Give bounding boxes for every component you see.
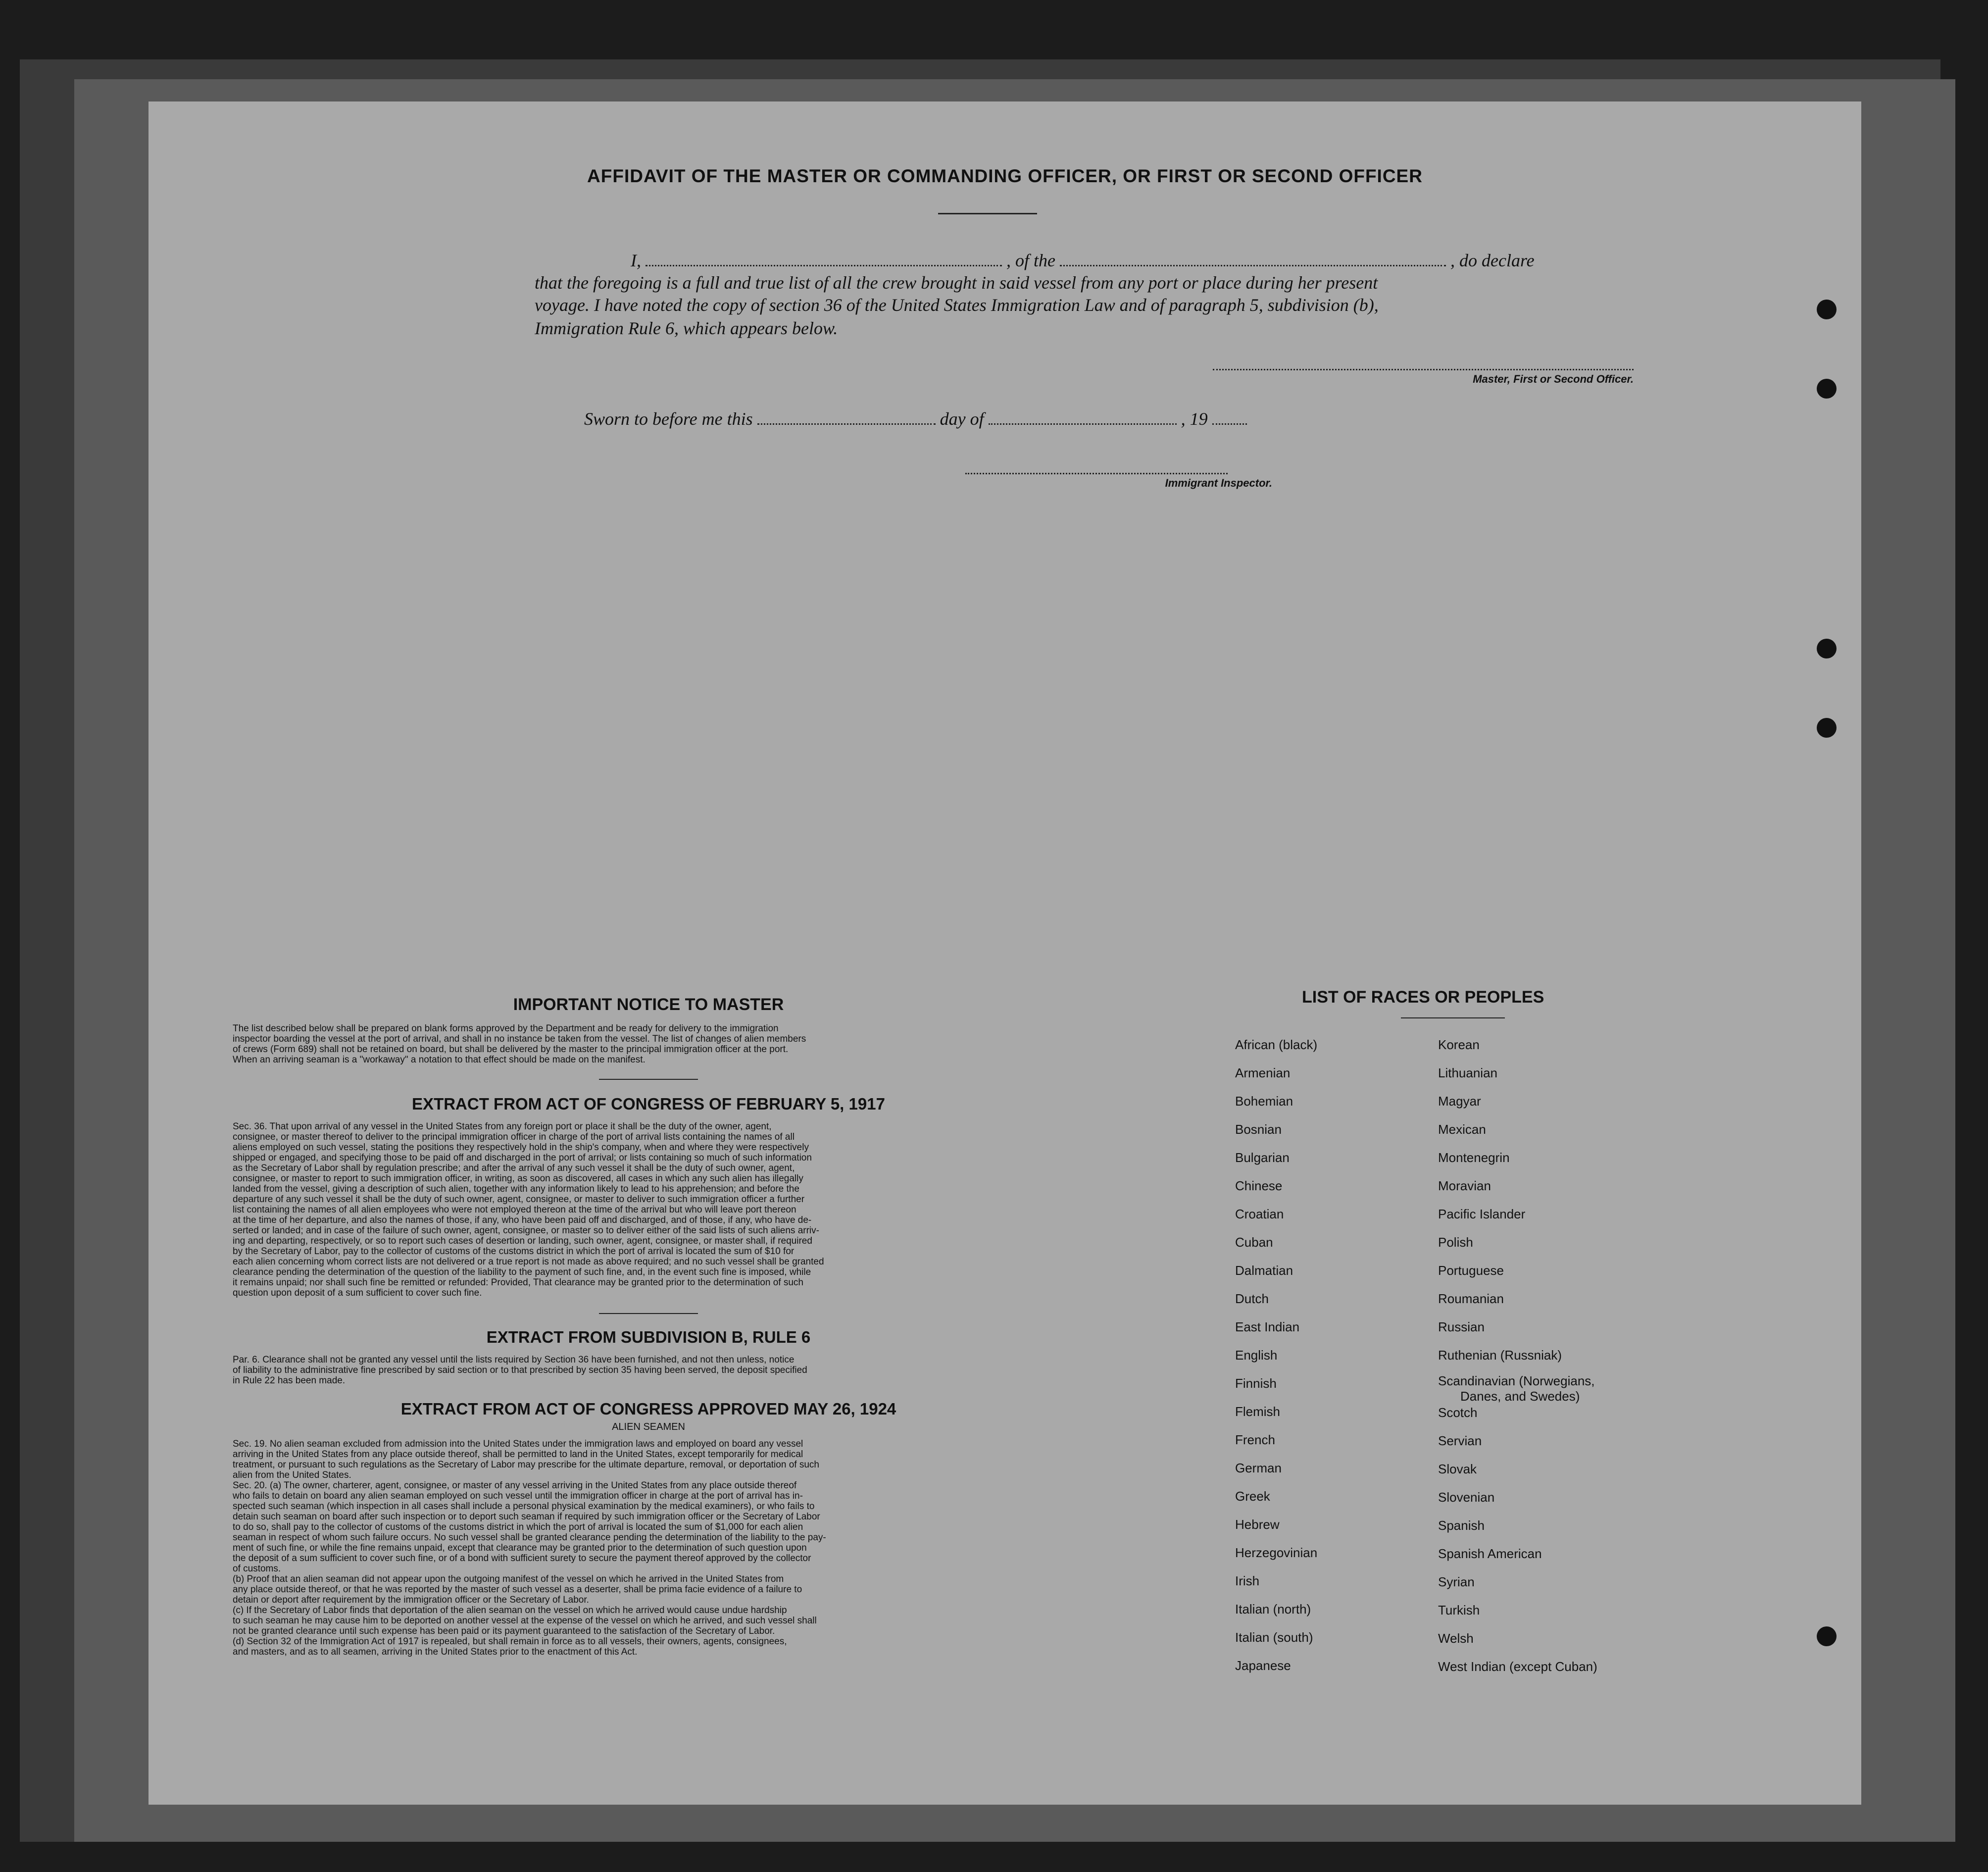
binder-hole [1817, 379, 1837, 399]
extract-1924-line: detain or deport after requirement by the immigration officer or the Secretary of Labor. [233, 1595, 589, 1605]
race-item: Turkish [1438, 1603, 1480, 1618]
binder-hole [1817, 639, 1837, 658]
extract-1917-line: consignee, or master to report to such immigration officer, in writing, as soon as discovered, all cases in which any such alien has illegally [233, 1173, 803, 1184]
extract-1924-title: EXTRACT FROM ACT OF CONGRESS APPROVED MAY 26, 1924 [400, 1400, 896, 1418]
extract-1924-line: the deposit of a sum sufficient to cover such fine, or of a bond with sufficient surety to secure the payment thereof approved by the collector [233, 1553, 811, 1564]
race-item: Ruthenian (Russniak) [1438, 1348, 1562, 1363]
affidavit-title: AFFIDAVIT OF THE MASTER OR COMMANDING OFFICER, OR FIRST OR SECOND OFFICER [587, 166, 1423, 186]
rule6-line: in Rule 22 has been made. [233, 1375, 346, 1386]
race-item: Bulgarian [1235, 1150, 1290, 1165]
extract-1924-body [233, 1439, 1064, 1657]
extract-1917-line: list containing the names of all alien employees who were not employed thereon at the time of the arrival but who will leave port thereon [233, 1205, 796, 1215]
notice-line: of crews (Form 689) shall not be retained on board, but shall be delivered by the master to the principal immigration officer at the port. [233, 1044, 789, 1055]
race-item: Polish [1438, 1235, 1473, 1250]
race-item: Portuguese [1438, 1263, 1504, 1278]
race-item: West Indian (except Cuban) [1438, 1659, 1597, 1674]
sworn-text: Sworn to before me this [584, 409, 753, 429]
race-item: Greek [1235, 1489, 1270, 1504]
extract-1917-line: by the Secretary of Labor, pay to the collector of customs of the customs district in which the port of arrival is located the sum of $10 for [233, 1246, 795, 1257]
extract-1917-line: clearance pending the determination of the question of the liability to the payment of such fine, and, in the event such fine is imposed, while [233, 1267, 811, 1277]
binder-hole [1817, 1626, 1837, 1646]
extract-1924-line: of customs. [233, 1564, 281, 1574]
race-item: Irish [1235, 1573, 1260, 1588]
race-item: Scotch [1438, 1405, 1478, 1420]
race-item: African (black) [1235, 1037, 1318, 1052]
binder-hole [1817, 300, 1837, 319]
extract-1924-line: detain such seaman on board after such inspection or to deport such seaman if required by such immigration officer or the Secretary of Labor [233, 1512, 820, 1522]
extract-1924-line: alien from the United States. [233, 1470, 351, 1480]
race-item: Roumanian [1438, 1291, 1504, 1306]
rule6-line: Par. 6. Clearance shall not be granted any vessel until the lists required by Section 36 have been furnished, and not then unless, notice [233, 1355, 795, 1365]
rule6-title: EXTRACT FROM SUBDIVISION B, RULE 6 [486, 1328, 811, 1346]
race-item: English [1235, 1348, 1278, 1363]
extract-1924-line: ment of such fine, or while the fine remains unpaid, except that clearance may be granted prior to the determination of such question upon [233, 1543, 807, 1553]
extract-1924-line: seaman in respect of whom such failure occurs. No such vessel shall be granted clearance pending the determination of the liability to the pay- [233, 1532, 826, 1543]
race-item: Spanish [1438, 1518, 1485, 1533]
race-item-continuation: Danes, and Swedes) [1460, 1389, 1580, 1404]
extract-1917-line: Sec. 36. That upon arrival of any vessel in the United States from any foreign port or place it shall be the duty of the owner, agent, [233, 1121, 772, 1132]
races-title: LIST OF RACES OR PEOPLES [1302, 988, 1544, 1007]
master-signature-label: Master, First or Second Officer. [1473, 373, 1634, 385]
title-divider [938, 213, 1037, 214]
race-item: Hebrew [1235, 1517, 1280, 1532]
declaration-line-4: Immigration Rule 6, which appears below. [535, 318, 838, 338]
race-item: Lithuanian [1438, 1065, 1497, 1080]
race-item: Italian (north) [1235, 1602, 1311, 1617]
race-item: Chinese [1235, 1178, 1283, 1193]
race-item: Flemish [1235, 1404, 1281, 1419]
extract-1924-line: (b) Proof that an alien seaman did not appear upon the outgoing manifest of the vessel on which he arrived in the United States from [233, 1574, 784, 1584]
race-item: Bohemian [1235, 1094, 1293, 1109]
day-of-text: day of [940, 409, 984, 429]
declaration-of-the-text: , of the [1006, 251, 1055, 270]
extract-1924-line: to do so, shall pay to the collector of customs of the customs district in which the port of arrival is located the sum of $1,000 for each alien [233, 1522, 803, 1532]
race-item: Armenian [1235, 1065, 1291, 1080]
race-item: Servian [1438, 1433, 1482, 1448]
rule6-line: of liability to the administrative fine prescribed by said section or to that prescribed by section 35 having been served, the deposit specified [233, 1365, 807, 1375]
extract-1924-line: to such seaman he may cause him to be deported on another vessel at the expense of the vessel on which he arrived, and such vessel shall [233, 1616, 817, 1626]
extract-1917-line: at the time of her departure, and also the names of those, if any, who have been paid off and discharged, and of those, if any, who have de- [233, 1215, 812, 1225]
extract-1924-line: spected such seaman (which inspection in all cases shall include a personal physical examination by the medical examiners), or who fails to [233, 1501, 815, 1512]
inspector-signature-label: Immigrant Inspector. [1165, 477, 1272, 489]
race-item: Herzegovinian [1235, 1545, 1318, 1560]
extract-1924-line: (c) If the Secretary of Labor finds that deportation of the alien seaman on the vessel on which he arrived would cause undue hardship [233, 1605, 787, 1616]
sworn-month-blank[interactable] [989, 423, 1177, 425]
race-item: Slovak [1438, 1462, 1477, 1476]
declaration-declare-text: , do declare [1450, 251, 1535, 270]
race-item: Scandinavian (Norwegians, [1438, 1373, 1595, 1388]
declaration-line-3: voyage. I have noted the copy of section 36 of the United States Immigration Law and of paragraph 5, subdivision (b), [535, 295, 1379, 315]
race-item: Japanese [1235, 1658, 1291, 1673]
notice-line: The list described below shall be prepared on blank forms approved by the Department and be ready for delivery to the immigration [233, 1023, 779, 1034]
extract-1917-line: landed from the vessel, giving a description of such alien, together with any information likely to lead to his apprehension; and before the [233, 1184, 799, 1194]
extract-1924-line: Sec. 20. (a) The owner, charterer, agent, consignee, or master of any vessel arriving in the United States from any place outside thereof [233, 1480, 797, 1491]
inspector-signature-blank[interactable] [965, 473, 1228, 474]
race-item: French [1235, 1432, 1275, 1447]
extract-1917-line: it remains unpaid; nor shall such fine be remitted or refunded: Provided, That clearance may be granted prior to the determination of such [233, 1277, 803, 1288]
race-item: Russian [1438, 1319, 1485, 1334]
extract-1917-line: consignee, or master thereof to deliver to the principal immigration officer in charge of the port of arrival lists containing the names of all [233, 1132, 795, 1142]
extract-1924-line: arriving in the United States from any place outside thereof, shall be permitted to land in the United States, except temporarily for medical [233, 1449, 803, 1460]
name-blank[interactable] [646, 265, 1002, 266]
race-item: Montenegrin [1438, 1150, 1510, 1165]
race-item: Magyar [1438, 1094, 1481, 1109]
sworn-line [584, 408, 1426, 429]
race-item: Finnish [1235, 1376, 1277, 1391]
notice-line: When an arriving seaman is a "workaway" a notation to that effect should be made on the manifest. [233, 1055, 646, 1065]
extract-1924-line: any place outside thereof, or that he was reported by the master of such vessel as a deserter, shall be prima facie evidence of a failure to [233, 1584, 802, 1595]
declaration-line-1 [584, 250, 1634, 271]
year-prefix-text: , 19 [1181, 409, 1208, 429]
race-item: Dutch [1235, 1291, 1269, 1306]
document-page [149, 101, 1861, 1805]
rule6-body [233, 1355, 1064, 1386]
race-item: Syrian [1438, 1574, 1475, 1589]
notice-section [233, 995, 1064, 1657]
extract-1917-line: departure of any such vessel it shall be the duty of such owner, agent, consignee, or master to deliver to such immigration officer a further [233, 1194, 805, 1205]
binder-hole [1817, 718, 1837, 738]
race-item: Italian (south) [1235, 1630, 1313, 1645]
notice-line: inspector boarding the vessel at the port of arrival, and shall in no instance be taken from the vessel. The list of changes of alien members [233, 1034, 806, 1044]
extract-1924-line: treatment, or pursuant to such regulations as the Secretary of Labor may prescribe for the ultimate departure, removal, or deportation of such [233, 1460, 819, 1470]
declaration-i-text: I, [631, 251, 641, 270]
races-divider [1401, 1017, 1505, 1018]
extract-1917-line: serted or landed; and in case of the failure of such owner, agent, consignee, or master so to deliver either of the said lists of such aliens arriv- [233, 1225, 819, 1236]
extract-1924-line: not be granted clearance until such expense has been paid or its payment guaranteed to the satisfaction of the Secretary of Labor. [233, 1626, 775, 1636]
race-item: Bosnian [1235, 1122, 1282, 1137]
vessel-blank[interactable] [1060, 265, 1446, 266]
race-item: Welsh [1438, 1631, 1474, 1646]
notice-title: IMPORTANT NOTICE TO MASTER [513, 995, 784, 1014]
race-item: Moravian [1438, 1178, 1491, 1193]
extract-1917-line: ing and departing, respectively, or so to report such cases of desertion or landing, such owner, agent, consignee, or master shall, if required [233, 1236, 812, 1246]
race-item: German [1235, 1461, 1282, 1475]
section-divider [599, 1079, 698, 1080]
extract-1924-subtitle: ALIEN SEAMEN [612, 1421, 685, 1432]
race-item: Mexican [1438, 1122, 1486, 1137]
master-signature-blank[interactable] [1213, 369, 1634, 370]
extract-1924-line: who fails to detain on board any alien seaman employed on such vessel until the immigration officer in charge at the port of arrival has in- [233, 1491, 803, 1501]
race-item: Dalmatian [1235, 1263, 1293, 1278]
race-item: Croatian [1235, 1207, 1284, 1221]
race-item: Pacific Islander [1438, 1207, 1526, 1221]
extract-1924-line: (d) Section 32 of the Immigration Act of 1917 is repealed, but shall remain in force as to all vessels, their owners, agents, consignees, [233, 1636, 787, 1647]
sworn-year-blank[interactable] [1212, 423, 1247, 425]
section-divider [599, 1313, 698, 1314]
extract-1917-line: question upon deposit of a sum sufficient to cover such fine. [233, 1288, 482, 1298]
race-item: Korean [1438, 1037, 1480, 1052]
extract-1917-line: aliens employed on such vessel, stating the positions they respectively hold in the ship's company, when and where they were respectively [233, 1142, 809, 1153]
extract-1917-line: each alien concerning whom correct lists are not delivered or a true report is not made as above required; and no such vessel shall be granted [233, 1257, 824, 1267]
race-item: Slovenian [1438, 1490, 1495, 1505]
extract-1924-line: and masters, and as to all seamen, arriving in the United States prior to the enactment of this Act. [233, 1647, 638, 1657]
race-item: East Indian [1235, 1319, 1300, 1334]
extract-1917-line: as the Secretary of Labor shall by regulation prescribe; and after the arrival of any such vessel it shall be the duty of such owner, agent, [233, 1163, 795, 1173]
extract-1917-line: shipped or engaged, and specifying those to be paid off and discharged in the port of arrival; or lists containing so much of such information [233, 1153, 812, 1163]
extract-1917-body [233, 1121, 1064, 1298]
sworn-day-blank[interactable] [757, 423, 936, 425]
extract-1917-title: EXTRACT FROM ACT OF CONGRESS OF FEBRUARY 5, 1917 [412, 1095, 885, 1113]
notice-body [233, 1023, 1064, 1065]
extract-1924-line: Sec. 19. No alien seaman excluded from admission into the United States under the immigration laws and employed on board any vessel [233, 1439, 803, 1449]
race-item: Cuban [1235, 1235, 1273, 1250]
race-item: Spanish American [1438, 1546, 1542, 1561]
declaration-line-2: that the foregoing is a full and true list of all the crew brought in said vessel from any port or place during her present [535, 273, 1378, 293]
